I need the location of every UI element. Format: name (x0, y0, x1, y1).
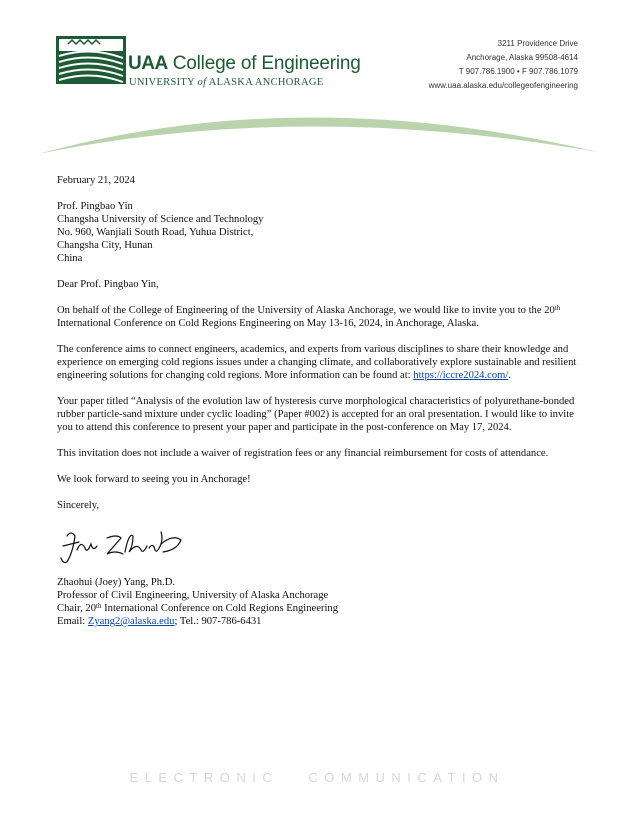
paragraph-fees: This invitation does not include a waiver of registration fees or any financial reimbursement for costs of attendance. (57, 448, 549, 459)
signature-block (57, 576, 577, 628)
recipient-block (57, 200, 577, 265)
paragraph-conference: The conference aims to connect engineers, academics, and experts from various disciplines to share their knowledge and experience on emerging cold regions issues under a changing climate, and collaboratively explore sustainable and resilient engineering solutions for changing cold regions. More information can be found at: https://iccre2024.com/. (57, 344, 577, 381)
recipient-line: Changsha City, Hunan (57, 240, 153, 251)
brand-uaa: UAA (128, 53, 168, 74)
paragraph-invitation: On behalf of the College of Engineering of the University of Alaska Anchorage, we would like to invite you to the 20th International Conference on Cold Regions Engineering on May 13-16, 2024, in Anchorage, Alaska. (57, 304, 561, 329)
footer-text: ELECTRONIC COMMUNICATION (129, 770, 505, 785)
recipient-line: China (57, 253, 83, 264)
letter-date: February 21, 2024 (57, 175, 135, 186)
closing: Sincerely, (57, 500, 99, 511)
address-phone: T 907.786.1900 • F 907.786.1079 (458, 67, 578, 76)
signer-chair: Chair, 20th International Conference on Cold Regions Engineering (57, 602, 338, 614)
address-street: 3211 Providence Drive (497, 39, 578, 48)
paragraph-paper: Your paper titled “Analysis of the evolution law of hysteresis curve morphological characteristics of polyurethane-bonded rubber particle-sand mixture under cyclic loading” (Paper #002) is accepted for an oral presentation. I would like to invite you to attend this conference to present your paper and participate in the post-conference on May 17, 2024. (57, 396, 575, 433)
conference-link[interactable]: https://iccre2024.com/ (413, 370, 509, 381)
letterhead-swoosh (0, 92, 634, 162)
signer-name: Zhaohui (Joey) Yang, Ph.D. (57, 577, 175, 588)
email-link[interactable]: Zyang2@alaska.edu (87, 616, 175, 627)
letterhead-address (429, 37, 578, 93)
recipient-line: No. 960, Wanjiali South Road, Yuhua District, (57, 227, 254, 238)
paragraph-closing-remark: We look forward to seeing you in Anchorage! (57, 474, 251, 485)
address-city: Anchorage, Alaska 99508-4614 (466, 53, 578, 62)
uaa-logo-icon (56, 36, 126, 84)
address-website: www.uaa.alaska.edu/collegeofengineering (428, 81, 578, 90)
university-name: UNIVERSITY of ALASKA ANCHORAGE (129, 77, 324, 88)
college-name (128, 53, 361, 75)
letter-body (57, 174, 577, 628)
signer-title: Professor of Civil Engineering, University of Alaska Anchorage (57, 590, 329, 601)
recipient-line: Changsha University of Science and Technology (57, 214, 264, 225)
brand-college: College of Engineering (172, 53, 361, 74)
signer-contact: Email: Zyang2@alaska.edu; Tel.: 907-786-6431 (57, 616, 262, 627)
handwritten-signature (57, 524, 187, 568)
recipient-line: Prof. Pingbao Yin (57, 201, 133, 212)
salutation: Dear Prof. Pingbao Yin, (57, 279, 159, 290)
